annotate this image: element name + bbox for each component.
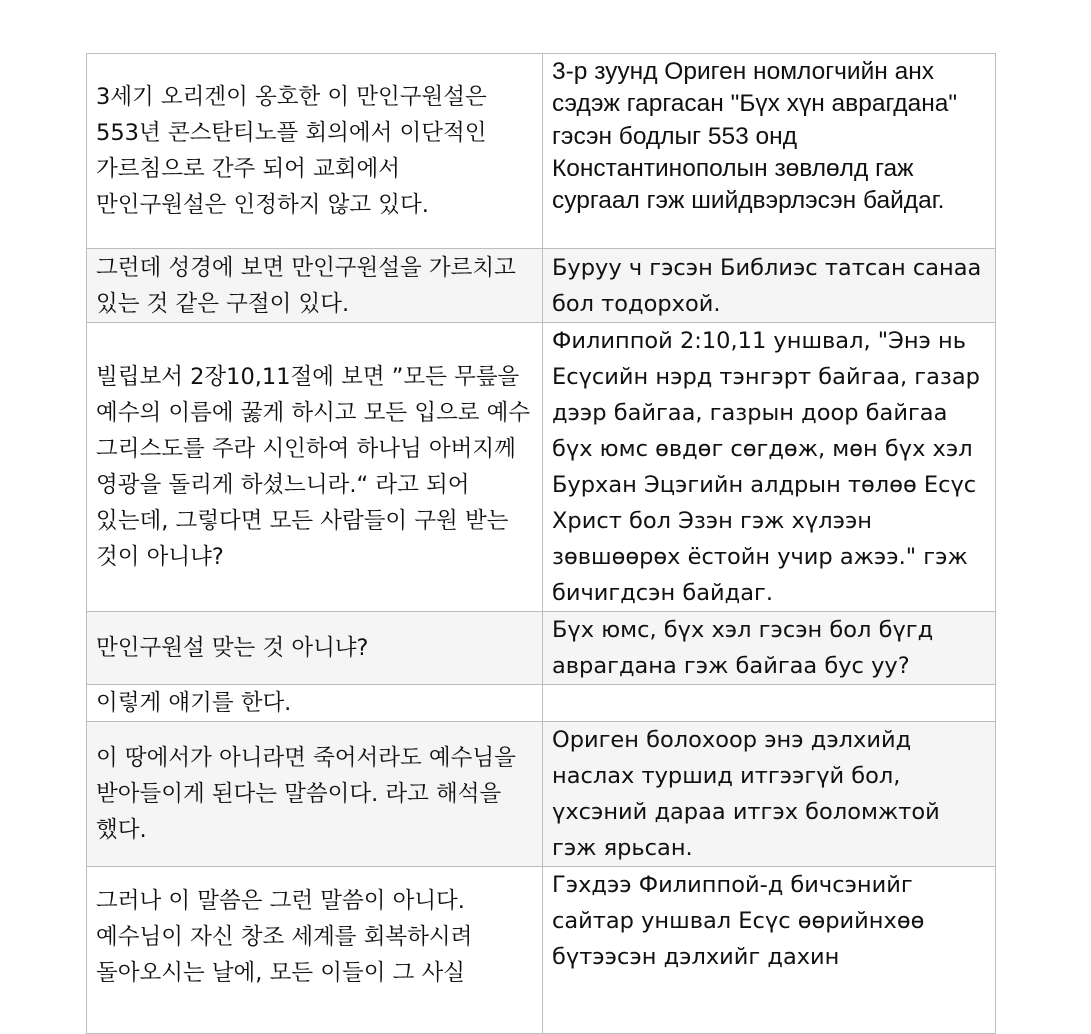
- translation-table: [86, 53, 996, 1034]
- table-row: [87, 249, 996, 323]
- mongolian-cell: 3-р зуунд Ориген номлогчийн анх сэдэж гаргасан "Бүх хүн аврагдана" гэсэн бодлыг 553 онд Константинополын зөвлөлд гаж сургаал гэж шийдвэрлэсэн байдаг.: [543, 54, 996, 249]
- mongolian-cell: Филиппой 2:10,11 уншвал, "Энэ нь Есүсийн нэрд тэнгэрт байгаа, газар дээр байгаа, газрын доор байгаа бүх юмс өвдөг сөгдөж, мөн бүх хэл Бурхан Эцэгийн алдрын төлөө Есүс Христ бол Эзэн гэж хүлээн зөвшөөрөх ёстойн учир ажээ." гэж бичигдсэн байдаг.: [543, 323, 996, 612]
- mongolian-cell: Буруу ч гэсэн Библиэс татсан санаа бол тодорхой.: [543, 249, 996, 323]
- korean-cell: 3세기 오리겐이 옹호한 이 만인구원설은 553년 콘스탄티노플 회의에서 이단적인 가르침으로 간주 되어 교회에서 만인구원설은 인정하지 않고 있다.: [87, 54, 543, 249]
- table-row: [87, 54, 996, 249]
- table-row: [87, 685, 996, 722]
- table-row: [87, 612, 996, 685]
- table-row: [87, 323, 996, 612]
- korean-cell: 이 땅에서가 아니라면 죽어서라도 예수님을 받아들이게 된다는 말씀이다. 라고 해석을 했다.: [87, 722, 543, 867]
- table-row: [87, 867, 996, 1034]
- korean-cell: 빌립보서 2장10,11절에 보면 ”모든 무릎을 예수의 이름에 꿇게 하시고 모든 입으로 예수 그리스도를 주라 시인하여 하나님 아버지께 영광을 돌리게 하셨느니라.“ 라고 되어 있는데, 그렇다면 모든 사람들이 구원 받는 것이 아니냐?: [87, 323, 543, 612]
- korean-cell: 만인구원설 맞는 것 아니냐?: [87, 612, 543, 685]
- mongolian-cell: Гэхдээ Филиппой-д бичсэнийг сайтар уншвал Есүс өөрийнхөө бүтээсэн дэлхийг дахин: [543, 867, 996, 1034]
- table-row: [87, 722, 996, 867]
- korean-cell: 이렇게 얘기를 한다.: [87, 685, 543, 722]
- mongolian-cell: [543, 685, 996, 722]
- mongolian-cell: Ориген болохоор энэ дэлхийд наслах туршид итгээгүй бол, үхсэний дараа итгэх боломжтой гэж ярьсан.: [543, 722, 996, 867]
- korean-cell: 그런데 성경에 보면 만인구원설을 가르치고 있는 것 같은 구절이 있다.: [87, 249, 543, 323]
- mongolian-cell: Бүх юмс, бүх хэл гэсэн бол бүгд аврагдана гэж байгаа бус уу?: [543, 612, 996, 685]
- korean-cell: 그러나 이 말씀은 그런 말씀이 아니다. 예수님이 자신 창조 세계를 회복하시려 돌아오시는 날에, 모든 이들이 그 사실: [87, 867, 543, 1034]
